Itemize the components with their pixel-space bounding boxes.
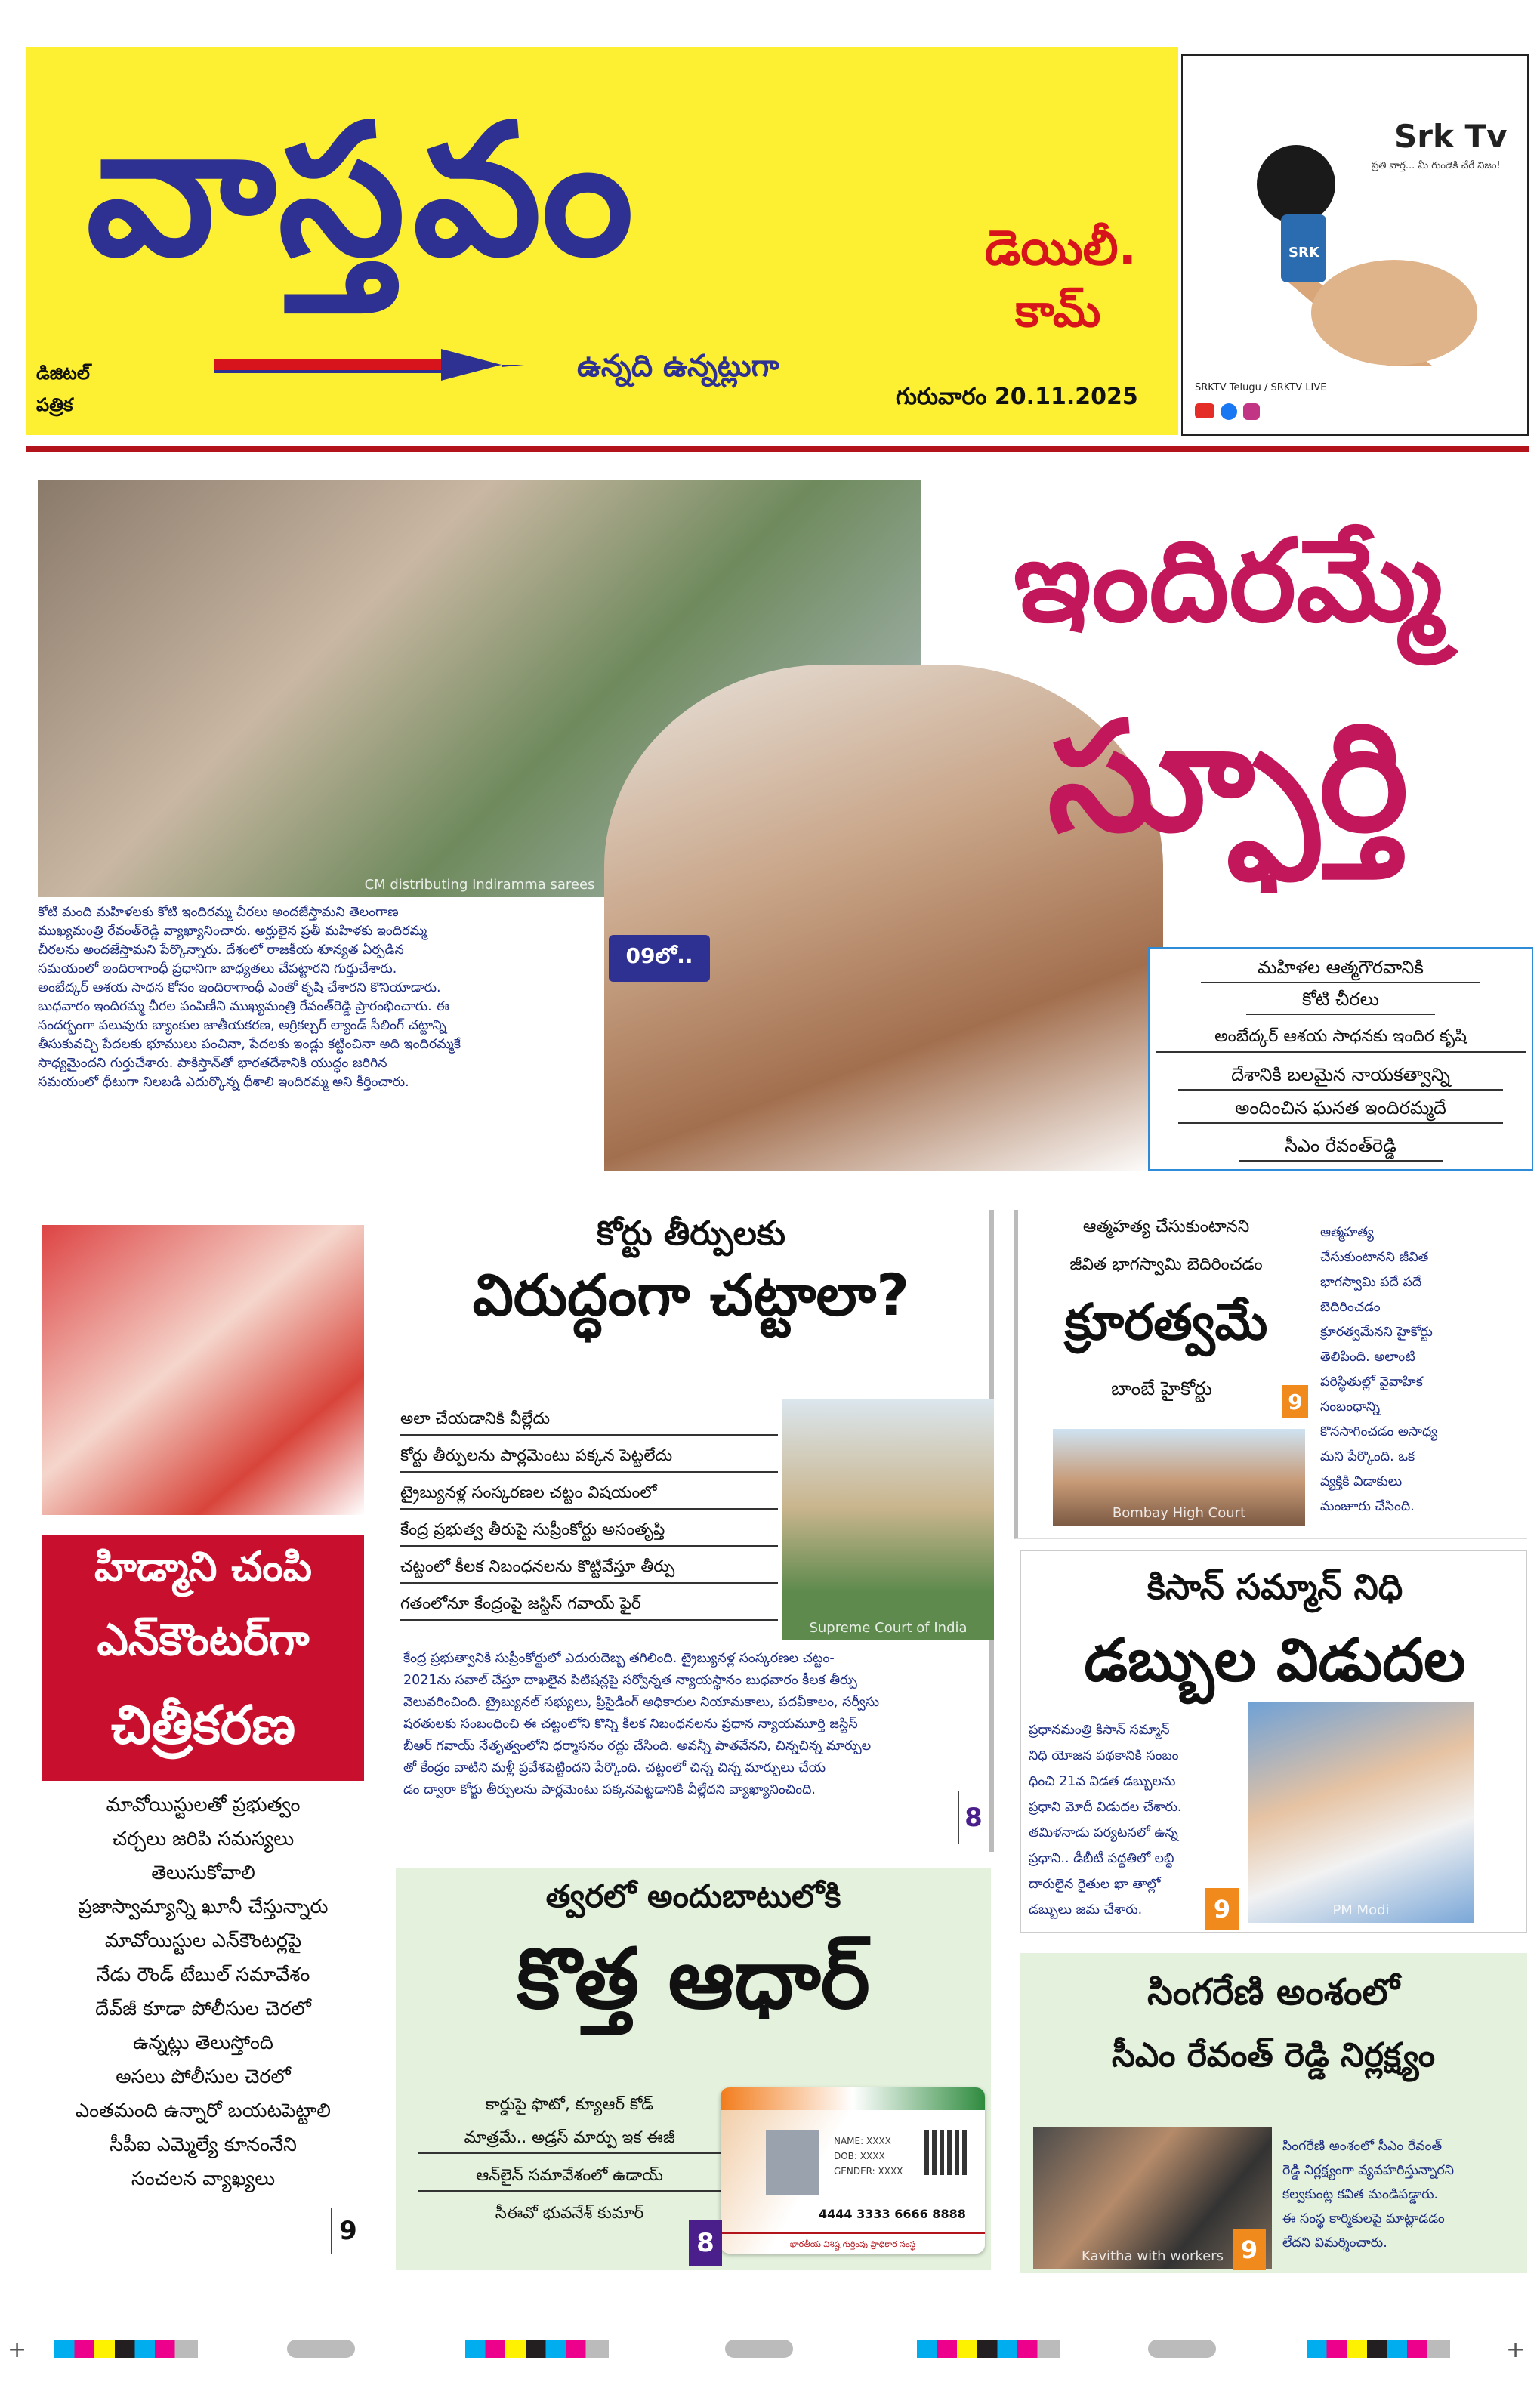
- hidma-page-ref[interactable]: 9: [331, 2208, 364, 2254]
- aadhaar-line: మాత్రమే.. అడ్రస్ మార్పు ఇక ఈజీ: [418, 2127, 721, 2154]
- lead-body-line: సమయంలో ఇందిరాగాంధీ ప్రధానిగా బాధ్యతలు చేపట్టారని గుర్తుచేశారు.: [38, 961, 397, 977]
- lead-body-line: సాధ్యమైందని గుర్తుచేశారు. పాకిస్తాన్‌తో భారతదేశానికి యుద్ధం జరిగిన: [38, 1056, 387, 1071]
- hidma-headline-line: హిడ్మాని చంపి: [94, 1543, 313, 1591]
- kisan-line: డబ్బులు జమ చేశారు.: [1029, 1902, 1143, 1918]
- singareni-lines: [1282, 2134, 1527, 2255]
- aadhaar-kicker: త్వరలో అందుబాటులోకి: [545, 1877, 841, 1914]
- color-swatches-mid: [465, 2340, 609, 2358]
- aadhaar-lines: [418, 2093, 721, 2225]
- quote-line: మహిళల ఆత్మగౌరవానికి: [1201, 956, 1480, 983]
- aadhaar-page-ref[interactable]: 8: [689, 2220, 722, 2266]
- kisan-kicker: కిసాన్ సమ్మాన్ నిధి: [1147, 1566, 1403, 1607]
- singareni-headline-line2: సీఎం రేవంత్ రెడ్డి నిర్లక్ష్యం: [1111, 2036, 1436, 2075]
- brand-suffix-line1: డెయిలీ.: [985, 221, 1137, 276]
- court-page-ref[interactable]: 8: [958, 1791, 988, 1844]
- lead-body-line: సందర్భంగా పలువురు బ్యాంకుల జాతీయకరణ, అగ్రికల్చర్ ల్యాండ్ సీలింగ్ చట్టాన్ని: [38, 1018, 446, 1033]
- cruelty-side-line: తెలిపింది. అలాంటి: [1320, 1350, 1415, 1365]
- mic-label: SRK: [1288, 245, 1319, 261]
- lead-body-line: బుధవారం ఇందిరమ్మ చీరల పంపిణీని ముఖ్యమంత్రి రేవంత్‌రెడ్డి ప్రారంభించారు. ఈ: [38, 999, 449, 1014]
- instagram-icon[interactable]: [1243, 403, 1260, 420]
- hidma-line: తెలుసుకోవాలి: [151, 1862, 255, 1884]
- court-points: [400, 1406, 778, 1628]
- pen-nib-icon: [214, 334, 532, 394]
- ad-slogan: ప్రతి వార్త... మీ గుండెకి చేరే నిజం!: [1372, 160, 1501, 171]
- kisan-story: [1020, 1550, 1527, 1933]
- court-body-line: డం ద్వారా కోర్టు తీర్పులను పార్లమెంటు పక్కనపెట్టడానికి వీల్లేదని వ్యాఖ్యానించింది.: [403, 1782, 816, 1797]
- ad-brand: Srk Tv: [1394, 118, 1508, 155]
- facebook-icon[interactable]: [1221, 403, 1237, 420]
- lead-headline-line1: ఇందిరమ్మే: [1013, 516, 1443, 647]
- lead-body: [38, 903, 597, 1092]
- court-point: గతంలోనూ కేంద్రంపై జస్టిస్ గవాయ్ ఫైర్: [400, 1591, 778, 1621]
- kisan-line: ప్రధాని.. డీబీటీ పద్ధతిలో లబ్ధి: [1029, 1851, 1174, 1866]
- lead-body-line: కోటి మంది మహిళలకు కోటి ఇందిరమ్మ చీరలు అందజేస్తామని తెలంగాణ: [38, 905, 399, 920]
- kisan-line: ప్రధాని మోదీ విడుదల చేశారు.: [1029, 1800, 1182, 1815]
- hidma-headline-box: [42, 1535, 364, 1781]
- singareni-page-ref[interactable]: 9: [1233, 2229, 1266, 2270]
- aadhaar-headline: కొత్త ఆధార్: [517, 1930, 870, 2027]
- masthead-title: వాస్తవం: [86, 85, 641, 296]
- lead-page-ref[interactable]: 09లో..: [609, 935, 710, 982]
- print-color-bar: [0, 2334, 1540, 2364]
- masthead-tagline: ఉన్నది ఉన్నట్లుగా: [577, 349, 779, 384]
- social-icons: [1195, 403, 1260, 420]
- kisan-line: ప్రధానమంత్రి కిసాన్ సమ్మాన్: [1029, 1723, 1170, 1738]
- cruelty-side-line: క్రూరత్వమేనని హైకోర్టు: [1320, 1325, 1433, 1340]
- quote-attribution: సీఎం రేవంత్‌రెడ్డి: [1239, 1134, 1443, 1162]
- aadhaar-line: సీఈవో భువనేశ్ కుమార్: [495, 2204, 644, 2223]
- cruelty-side-line: భాగస్వామి పదే పదే: [1320, 1275, 1422, 1290]
- gray-pill: [287, 2340, 355, 2358]
- bombay-hc-photo: [1053, 1429, 1305, 1526]
- cruelty-side-line: మంజూరు చేసింది.: [1320, 1499, 1415, 1514]
- registration-mark-icon: +: [8, 2337, 27, 2363]
- kisan-photo-caption: PM Modi: [1332, 1902, 1390, 1918]
- cruelty-headline: క్రూరత్వమే: [1064, 1293, 1268, 1351]
- aadhaar-card-footer: భారతీయ విశిష్ట గుర్తింపు ప్రాధికార సంస్థ: [721, 2232, 985, 2254]
- ad-channels: SRKTV Telugu / SRKTV LIVE: [1195, 382, 1327, 393]
- kisan-line: నిధి యోజన పథకానికి సంబం: [1029, 1748, 1179, 1763]
- supreme-court-photo: [782, 1399, 994, 1640]
- lead-body-line: అంబేద్కర్ ఆశయ సాధన కోసం ఇందిరాగాంధీ ఎంతో కృషి చేశారని కొనియాడారు.: [38, 980, 441, 995]
- court-body-line: వెలువరించింది. ట్రైబ్యునల్ సభ్యులు, ప్రిసైడింగ్ అధికారుల నియామకాలు, పదవీకాలం, సర్వీసు: [403, 1695, 880, 1710]
- hidma-line: మావోయిస్టులతో ప్రభుత్వం: [106, 1794, 301, 1816]
- hidma-lines: [42, 1788, 364, 2196]
- quote-line: అంబేద్కర్ ఆశయ సాధనకు ఇందిర కృషి: [1156, 1026, 1526, 1053]
- kisan-line: ధించి 21వ విడత డబ్బులను: [1029, 1774, 1176, 1789]
- court-story: [393, 1210, 994, 1852]
- aadhaar-line: కార్డుపై ఫొటో, క్యూఆర్ కోడ్: [485, 2095, 654, 2114]
- edition-line1: డిజిటల్: [36, 363, 90, 384]
- aadhaar-story: [396, 1868, 991, 2270]
- cruelty-side-line: చేసుకుంటానని జీవిత: [1320, 1250, 1429, 1265]
- aadhaar-card-gender: GENDER: XXXX: [834, 2166, 903, 2177]
- hidma-line: దేవ్‌జీ కూడా పోలీసుల చెరలో: [95, 1998, 311, 2020]
- lead-body-line: తీసుకువచ్చి పేదలకు భూములు పంచినా, పేదలకు ఇండ్లు కట్టించినా అది ఇందిరమ్మకే: [38, 1037, 461, 1052]
- aadhaar-card-number: 4444 3333 6666 8888: [819, 2207, 966, 2221]
- quote-line: దేశానికి బలమైన నాయకత్వాన్ని: [1178, 1063, 1503, 1091]
- lead-body-line: సమయంలో ధీటుగా నిలబడి ఎదుర్కొన్న ధీశాలి ఇందిరమ్మ అని కీర్తించారు.: [38, 1075, 409, 1090]
- court-body-line: షరతులకు సంబంధించి ఈ చట్టంలోని కొన్ని కీలక నిబంధనలను ప్రధాన న్యాయమూర్తి జస్టిస్: [403, 1717, 858, 1732]
- cruelty-side-line: కొనసాగించడం అసాధ్య: [1320, 1424, 1438, 1439]
- cruelty-side-line: మని పేర్కొంది. ఒక: [1320, 1449, 1415, 1464]
- court-body-line: కేంద్ర ప్రభుత్వానికి సుప్రీంకోర్టులో ఎదురుదెబ్బ తగిలింది. ట్రైబ్యునళ్ల సంస్కరణల చట్టం-: [403, 1651, 835, 1666]
- hidma-headline-line: ఎన్‌కౌంటర్‌గా: [97, 1614, 310, 1665]
- kisan-headline: డబ్బుల విడుదల: [1084, 1627, 1466, 1695]
- cruelty-photo-caption: Bombay High Court: [1112, 1505, 1246, 1521]
- cruelty-side-line: వ్యక్తికి విడాకులు: [1320, 1474, 1403, 1489]
- aadhaar-card-dob: DOB: XXXX: [834, 2151, 885, 2161]
- court-photo-caption: Supreme Court of India: [809, 1620, 968, 1636]
- court-body-line: 2021ను సవాల్ చేస్తూ దాఖలైన పిటిషన్లపై సర్వోన్నత న్యాయస్థానం బుధవారం కీలక తీర్పు: [403, 1673, 857, 1688]
- singareni-story: [1020, 1953, 1527, 2273]
- lead-body-line: చీరలను అందజేస్తామని పేర్కొన్నారు. దేశంలో రాజకీయ శూన్యత ఏర్పడిన: [38, 943, 404, 958]
- hidma-line: నేడు రౌండ్ టేబుల్ సమావేశం: [96, 1964, 310, 1986]
- hidma-line: ఎంతమంది ఉన్నారో బయటపెట్టాలి: [76, 2100, 331, 2122]
- hidma-line: ప్రజాస్వామ్యాన్ని ఖూనీ చేస్తున్నారు: [78, 1896, 329, 1918]
- qr-code-icon: [924, 2130, 970, 2175]
- singareni-line: సింగరేణి అంశంలో సీఎం రేవంత్: [1282, 2139, 1443, 2154]
- singareni-headline-line1: సింగరేణి అంశంలో: [1147, 1971, 1400, 2013]
- court-point: చట్టంలో కీలక నిబంధనలను కొట్టివేస్తూ తీర్పు: [400, 1554, 778, 1584]
- gray-pill: [725, 2340, 793, 2358]
- hidma-photo: [42, 1225, 364, 1515]
- court-point: కేంద్ర ప్రభుత్వ తీరుపై సుప్రీంకోర్టు అసంతృప్తి: [400, 1517, 778, 1547]
- masthead-rule: [26, 446, 1529, 452]
- aadhaar-card-photo: [721, 2087, 985, 2254]
- court-body-line: బీఆర్ గవాయ్ నేతృత్వంలోని ధర్మాసనం రద్దు చేసింది. అవన్నీ పాతవేనని, చిన్నచిన్న మార్పుల: [403, 1739, 872, 1754]
- cruelty-side-line: సంబంధాన్ని: [1320, 1399, 1381, 1415]
- quote-line: కోటి చీరలు: [1246, 988, 1435, 1015]
- cruelty-page-ref[interactable]: 9: [1282, 1385, 1308, 1418]
- color-swatches-left: [54, 2340, 198, 2358]
- lead-headline-line2: స్ఫూర్తి: [1048, 690, 1409, 865]
- masthead: [26, 47, 1178, 435]
- cruelty-side-line: పరిస్థితుల్లో వైవాహిక: [1320, 1375, 1423, 1390]
- cruelty-source: బాంబే హైకోర్టు: [1111, 1378, 1212, 1399]
- court-point: అలా చేయడానికి వీల్లేదు: [400, 1406, 778, 1436]
- kisan-line: దారులైన రైతుల ఖా తాల్లో: [1029, 1877, 1161, 1892]
- microphone-icon: [1236, 139, 1508, 366]
- court-point: ట్రైబ్యునళ్ల సంస్కరణల చట్టం విషయంలో: [400, 1480, 778, 1510]
- hidma-line: ఉన్నట్లు తెలుస్తోంది: [133, 2032, 273, 2054]
- cruelty-side-line: ఆత్మహత్య: [1320, 1225, 1374, 1240]
- cruelty-story: [1014, 1210, 1527, 1539]
- kisan-line: తమిళనాడు పర్యటనలో ఉన్న: [1029, 1825, 1178, 1840]
- quote-line: అందించిన ఘనత ఇందిరమ్మదే: [1178, 1097, 1503, 1124]
- hidma-line: అసలు పోలీసుల చెరలో: [116, 2066, 291, 2088]
- srk-tv-ad[interactable]: [1181, 54, 1529, 436]
- singareni-line: లేదని విమర్శించారు.: [1282, 2235, 1387, 2251]
- aadhaar-card-header: [721, 2087, 985, 2110]
- lead-photo-caption: CM distributing Indiramma sarees: [364, 877, 595, 893]
- aadhaar-card-name: NAME: XXXX: [834, 2136, 891, 2146]
- color-swatches-right: [917, 2340, 1060, 2358]
- singareni-photo-caption: Kavitha with workers: [1081, 2248, 1224, 2264]
- gray-pill: [1148, 2340, 1216, 2358]
- brand-suffix-line2: కామ్: [1015, 285, 1101, 338]
- court-body-line: తో కేంద్రం వాటిని మళ్లీ ప్రవేశపెట్టిందని పేర్కొంది. చట్టంలో చిన్న చిన్న మార్పులు చేయ: [403, 1760, 826, 1776]
- hidma-headline-line: చిత్రీకరణ: [110, 1694, 296, 1756]
- hidma-line: మావోయిస్టుల ఎన్‌కౌంటర్లపై: [104, 1930, 302, 1952]
- cruelty-kicker-line2: జీవిత భాగస్వామి బెదిరించడం: [1069, 1255, 1263, 1274]
- lead-body-line: ముఖ్యమంత్రి రేవంత్‌రెడ్డి వ్యాఖ్యానించారు. అర్హులైన ప్రతీ మహిళకు ఇందిరమ్మ: [38, 924, 427, 939]
- registration-mark-icon: +: [1506, 2337, 1526, 2363]
- issue-date: గురువారం 20.11.2025: [896, 384, 1138, 410]
- court-body: [403, 1648, 955, 1801]
- court-point: కోర్టు తీర్పులను పార్లమెంటు పక్కన పెట్టలేదు: [400, 1443, 778, 1473]
- lead-quotes: [1148, 947, 1533, 1171]
- aadhaar-card-avatar: [766, 2130, 819, 2195]
- hidma-line: చర్చలు జరిపి సమస్యలు: [112, 1828, 295, 1850]
- kisan-page-ref[interactable]: 9: [1205, 1888, 1239, 1930]
- youtube-icon[interactable]: [1195, 403, 1214, 418]
- edition-line2: పత్రిక: [36, 394, 73, 415]
- singareni-line: రెడ్డి నిర్లక్ష్యంగా వ్యవహరిస్తున్నారని: [1282, 2163, 1455, 2178]
- modi-photo: [1248, 1702, 1474, 1923]
- hidma-line: సీపీఐ ఎమ్మెల్యే కూనంనేని: [110, 2134, 297, 2156]
- color-swatches-far-right: [1307, 2340, 1450, 2358]
- cruelty-side: [1320, 1220, 1524, 1520]
- aadhaar-line: ఆన్‌లైన్ సమావేశంలో ఉడాయ్: [418, 2164, 721, 2192]
- cruelty-side-line: బెదిరించడం: [1320, 1300, 1381, 1315]
- hidma-line: సంచలన వ్యాఖ్యలు: [131, 2167, 276, 2190]
- singareni-line: ఈ సంస్థ కార్మికులపై మాట్లాడడం: [1282, 2211, 1445, 2226]
- court-kicker: కోర్టు తీర్పులకు: [597, 1214, 785, 1253]
- court-headline: విరుద్ధంగా చట్టాలా?: [472, 1261, 910, 1328]
- singareni-line: కల్వకుంట్ల కవిత మండిపడ్డారు.: [1282, 2187, 1439, 2202]
- cruelty-kicker-line1: ఆత్మహత్య చేసుకుంటానని: [1082, 1217, 1250, 1236]
